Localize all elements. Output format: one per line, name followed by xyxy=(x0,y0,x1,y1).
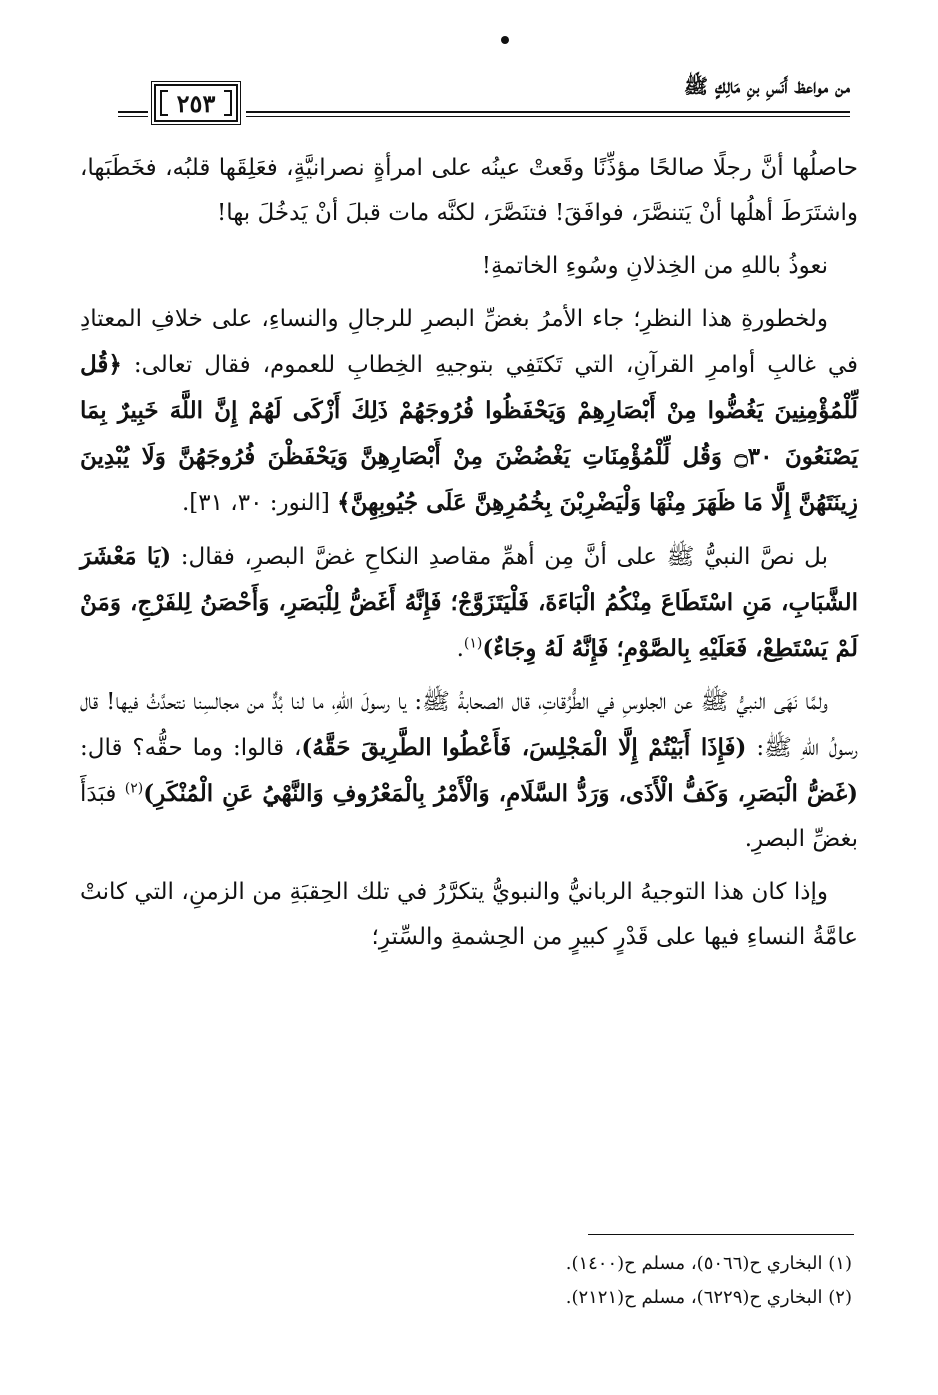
quran-verse: ﴿قُل لِّلْمُؤْمِنِينَ يَغُضُّوا مِنْ أَبْصَارِهِمْ وَيَحْفَظُوا فُرُوجَهُمْ ذَلِكَ أَزْكَى لَهُمْ إِنَّ اللَّهَ خَبِيرٌ بِمَا يَصْنَعُونَ ۝٣٠ وَقُل لِّلْمُؤْمِنَاتِ يَغْضُضْنَ مِنْ أَبْصَارِهِنَّ وَيَحْفَظْنَ فُرُوجَهُنَّ وَلَا يُبْدِينَ زِينَتَهُنَّ إِلَّا مَا ظَهَرَ مِنْهَا وَلْيَضْرِبْنَ بِخُمُرِهِنَّ عَلَى جُيُوبِهِنَّ﴾ xyxy=(80,351,858,516)
page-number: ٢٥٣ xyxy=(154,84,238,122)
paragraph-3 xyxy=(80,297,858,526)
footnote-1: (١) البخاري ح(٥٠٦٦)، مسلم ح(١٤٠٠). xyxy=(565,1253,852,1274)
hadith-text-1: (فَإِذَا أَبَيْتُمْ إِلَّا الْمَجْلِسَ، فَأَعْطُوا الطَّرِيقَ حَقَّهُ) xyxy=(301,734,747,761)
page-header xyxy=(118,74,850,126)
paragraph-5-intro: ولمَّا نَهَى النبيُّ ﷺ عن الجلوسِ في الطُّرُقاتِ، قال الصحابةُ ﷺ: يا رسولَ اللهِ، ما لنا بُدٌّ من مجالسِنا نتحدَّثُ فيها! قال رسولُ اللهِ ﷺ: xyxy=(80,689,859,761)
footnotes xyxy=(80,1247,852,1315)
header-rule-left xyxy=(118,111,148,113)
hadith-text-2: (غَضُّ الْبَصَرِ، وَكَفُّ الْأَذَى، وَرَدُّ السَّلَامِ، وَالْأَمْرُ بِالْمَعْرُوفِ وَالنَّهْيُ عَنِ الْمُنْكَرِ) xyxy=(143,780,858,807)
header-rule-right xyxy=(246,111,850,113)
paragraph-4-intro: بل نصَّ النبيُّ ﷺ على أنَّ مِن أهمِّ مقاصدِ النكاحِ غضَّ البصرِ، فقال: xyxy=(171,544,828,570)
running-title: من مواعظ أَنَسِ بنِ مَالِكٍ ﷺ xyxy=(683,74,850,98)
page-top-dot xyxy=(501,36,509,44)
paragraph-5 xyxy=(80,680,858,862)
footnote-mark-1: (١) xyxy=(463,635,483,652)
footnote-2: (٢) البخاري ح(٦٢٢٩)، مسلم ح(٢١٢١). xyxy=(565,1287,852,1308)
main-text xyxy=(80,146,858,968)
paragraph-1: حاصلُها أنَّ رجلًا صالحًا مؤذِّنًا وقَعتْ عينُه على امرأةٍ نصرانيَّةٍ، فعَلِقَها قلبُه، فخَطَبَها، واشتَرَطَ أهلُها أنْ يَتنصَّرَ، فوافَقَ! فتنَصَّرَ، لكنَّه مات قبلَ أنْ يَدخُلَ بها! xyxy=(80,155,858,226)
paragraph-2: نعوذُ باللهِ من الخِذلانِ وسُوءِ الخاتمةِ! xyxy=(481,253,828,279)
hadith-text: (يَا مَعْشَرَ الشَّبَابِ، مَنِ اسْتَطَاعَ مِنْكُمُ الْبَاءَةَ، فَلْيَتَزَوَّجْ؛ فَإِنَّهُ أَغَضُّ لِلْبَصَرِ، وَأَحْصَنُ لِلفَرْجِ، وَمَنْ لَمْ يَسْتَطِعْ، فَعَلَيْهِ بِالصَّوْمِ؛ فَإِنَّهُ لَهُ وِجَاءٌ) xyxy=(80,543,858,662)
quran-reference: [النور: ٣٠، ٣١]. xyxy=(181,490,338,516)
paragraph-5-outro: فبَدَأَ بغضِّ البصرِ. xyxy=(80,781,858,852)
paragraph-4-outro: . xyxy=(456,636,464,662)
footnote-divider xyxy=(588,1234,854,1235)
paragraph-6: وإذا كان هذا التوجيهُ الربانيُّ والنبويُّ يتكرَّرُ في تلك الحِقبَةِ من الزمنِ، التي كانتْ عامَّةُ النساءِ فيها على قَدْرٍ كبيرٍ من الحِشمةِ والسِّترِ؛ xyxy=(80,879,858,950)
footnote-mark-2: (٢) xyxy=(124,780,144,797)
paragraph-5-middle: ، قالوا: وما حقُّه؟ قال: xyxy=(80,735,302,761)
paragraph-4 xyxy=(80,534,858,672)
paragraph-3-intro: ولخطورةِ هذا النظرِ؛ جاء الأمرُ بغضِّ البصرِ للرجالِ والنساءِ، على خلافِ المعتادِ في غالبِ أوامرِ القرآنِ، التي تَكتَفِي بتوجيهِ الخِطابِ للعموم، فقال تعالى: xyxy=(80,306,858,378)
